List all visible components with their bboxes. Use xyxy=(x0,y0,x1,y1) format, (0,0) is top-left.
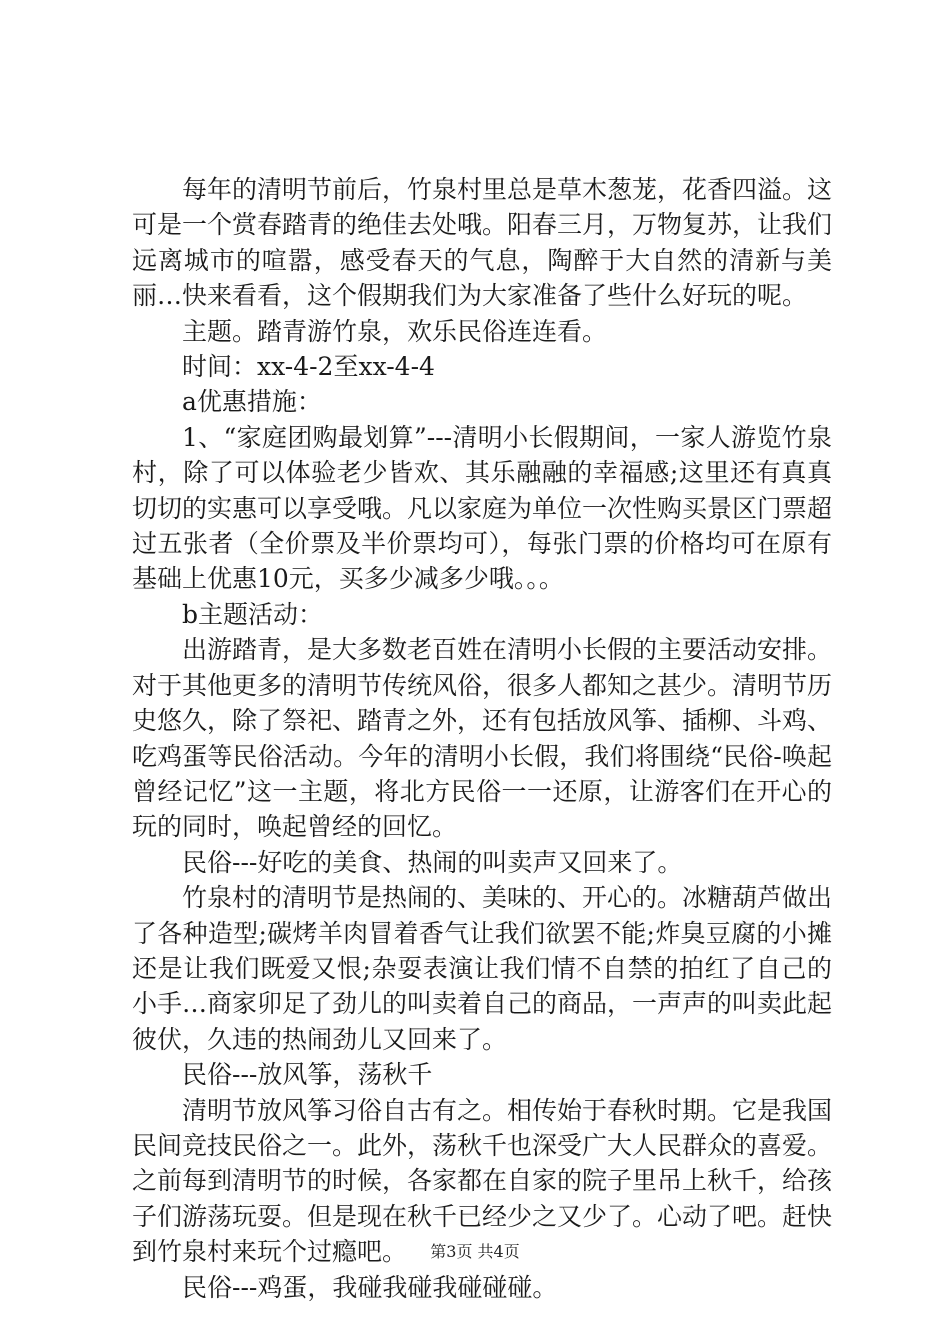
paragraph-outing: 出游踏青，是大多数老百姓在清明小长假的主要活动安排。对于其他更多的清明节传统风俗，很多人都知之甚少。清明节历史悠久，除了祭祀、踏青之外，还有包括放风筝、插柳、斗鸡、吃鸡蛋等民俗活动。今年的清明小长假，我们将围绕“民俗-唤起曾经记忆”这一主题，将北方民俗一一还原，让游客们在开心的玩的同时，唤起曾经的回忆。 xyxy=(132,635,833,842)
heading-folk-kite-swing: 民俗---放风筝，荡秋千 xyxy=(182,1060,433,1090)
document-body xyxy=(132,172,832,1305)
paragraph-folk-kite-swing: 清明节放风筝习俗自古有之。相传始于春秋时期。它是我国民间竞技民俗之一。此外，荡秋千也深受广大人民群众的喜爱。之前每到清明节的时候，各家都在自家的院子里吊上秋千，给孩子们游荡玩耍。但是现在秋千已经少之又少了。心动了吧。赶快到竹泉村来玩个过瘾吧。 xyxy=(132,1095,833,1267)
paragraph-theme: 主题。踏青游竹泉，欢乐民俗连连看。 xyxy=(182,316,608,346)
paragraph-folk-food: 竹泉村的清明节是热闹的、美味的、开心的。冰糖葫芦做出了各种造型;碳烤羊肉冒着香气让我们欲罢不能;炸臭豆腐的小摊还是让我们既爱又恨;杂耍表演让我们情不自禁的拍红了自己的小手…商家卯足了劲儿的叫卖着自己的商品，一声声的叫卖此起彼伏，久违的热闹劲儿又回来了。 xyxy=(132,883,833,1054)
heading-folk-eggs: 民俗---鸡蛋，我碰我碰我碰碰碰。 xyxy=(182,1272,558,1302)
paragraph-time: 时间：xx-4-2至xx-4-4 xyxy=(182,352,435,382)
paragraph-intro: 每年的清明节前后，竹泉村里总是草木葱茏，花香四溢。这可是一个赏春踏青的绝佳去处哦。阳春三月，万物复苏，让我们远离城市的喧嚣，感受春天的气息，陶醉于大自然的清新与美丽…快来看看，这个假期我们为大家准备了些什么好玩的呢。 xyxy=(132,175,833,311)
heading-discount-measures: a优惠措施： xyxy=(182,387,322,417)
heading-theme-activities: b主题活动： xyxy=(182,599,324,629)
page-number-footer: 第3页 共4页 xyxy=(430,1242,520,1261)
paragraph-family-group-purchase: 1、“家庭团购最划算”---清明小长假期间，一家人游览竹泉村，除了可以体验老少皆欢、其乐融融的幸福感;这里还有真真切切的实惠可以享受哦。凡以家庭为单位一次性购买景区门票超过五张者（全价票及半价票均可），每张门票的价格均可在原有基础上优惠10元，买多少减多少哦。。。 xyxy=(132,422,833,594)
heading-folk-food: 民俗---好吃的美食、热闹的叫卖声又回来了。 xyxy=(182,847,683,877)
